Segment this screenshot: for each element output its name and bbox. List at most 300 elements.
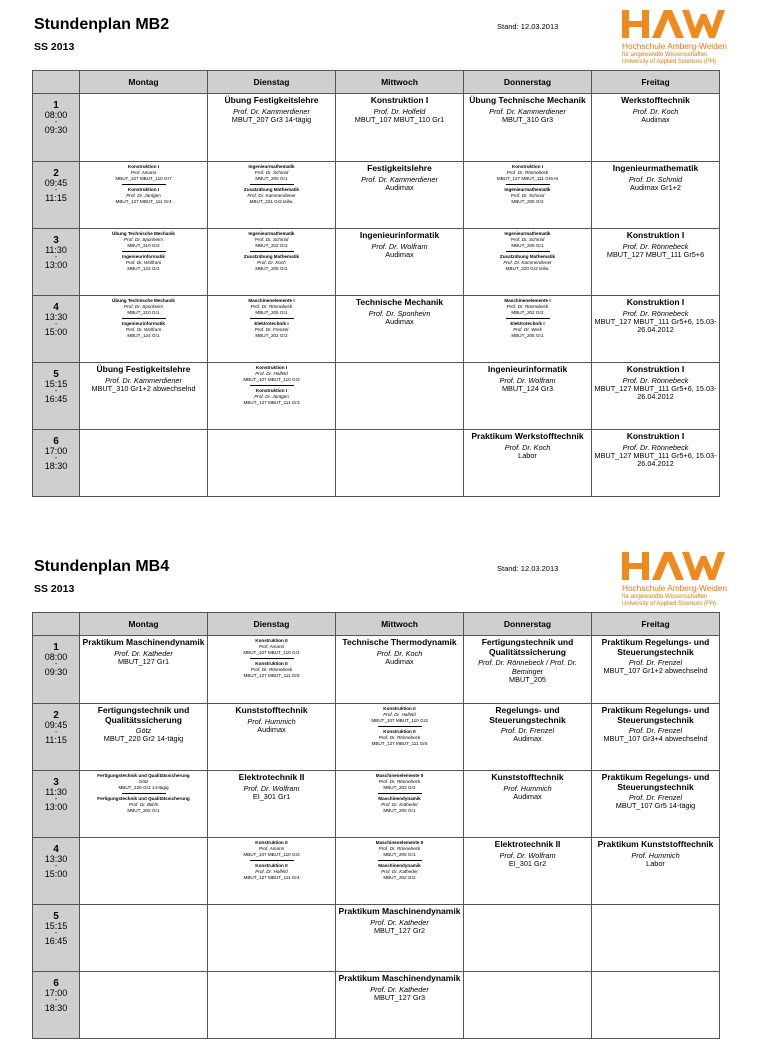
- course-lecturer: Prof. Dr. Koch: [504, 442, 551, 452]
- course-room: MBUT_124 Gr1: [127, 333, 160, 338]
- course-cell: [464, 905, 592, 972]
- entry-divider: [250, 385, 294, 386]
- course-name: Konstruktion I: [127, 164, 160, 169]
- course-room: MBUT_205 Gr1: [511, 243, 544, 248]
- course-name: Maschinenelemente II: [375, 840, 424, 845]
- course-name: Fertigungstechnik und Qualitätssicherung: [481, 637, 574, 657]
- course-room: MBUT_207 Gr3 14-tägig: [231, 114, 312, 124]
- course-cell: [464, 94, 592, 162]
- slot-number: 1: [53, 642, 59, 653]
- course-name: Regelungs- und Steuerungstechnik: [489, 705, 566, 725]
- slot-row: [33, 972, 720, 1039]
- course-lecturer: Prof. Dr. Sponheim: [124, 237, 163, 242]
- course-lecturer: Prof. Dr. Frenzel: [254, 327, 289, 332]
- logo-line-1: Hochschule Amberg-Weiden: [622, 583, 727, 593]
- slot-separator: -: [54, 863, 58, 870]
- course-lecturer: Prof. Dr. Rönnebeck: [622, 375, 689, 385]
- course-name: Fertigungstechnik und Qualitätssicherung: [97, 705, 190, 725]
- course-room: MBUT_124 Gr3: [501, 383, 554, 393]
- course-cell: [592, 94, 720, 162]
- course-cell: [592, 296, 720, 363]
- semester-label: SS 2013: [34, 583, 75, 595]
- course-cell: [208, 363, 336, 430]
- slot-separator: -: [54, 321, 58, 328]
- slot-row: [33, 162, 720, 229]
- course-name: Konstruktion II: [255, 661, 288, 666]
- slot-start: 13:30: [44, 312, 68, 322]
- course-room: MBUT_310 Gr1: [127, 310, 160, 315]
- course-name: Übung Technische Mechanik: [112, 298, 175, 303]
- course-room: MBUT_127 MBUT_111 Gr4: [115, 199, 172, 204]
- course-name: Übung Technische Mechanik: [469, 95, 586, 105]
- course-room: MBUT_107 MBUT_110 Gr3: [371, 718, 428, 723]
- slot-separator: -: [54, 119, 58, 126]
- course-cell: [208, 704, 336, 771]
- course-room: EI_301 Gr2: [508, 858, 547, 868]
- course-room: MBUT_205 Gr1: [383, 808, 416, 813]
- course-room: MBUT_202 Gr1: [127, 808, 160, 813]
- course-lecturer: Prof. Dr. Frenzel: [500, 726, 555, 735]
- course-name: Kunststofftechnik: [491, 772, 564, 782]
- slot-separator: -: [54, 455, 58, 462]
- course-cell: [464, 296, 592, 363]
- slot-separator: -: [54, 930, 58, 937]
- course-name: Übung Festigkeitslehre: [96, 364, 191, 374]
- day-header: Donnerstag: [464, 71, 592, 94]
- course-cell: [80, 363, 208, 430]
- slot-row: [33, 636, 720, 704]
- course-name: Konstruktion I: [370, 95, 429, 105]
- course-room: MBUT_127 Gr1: [117, 656, 170, 666]
- course-cell: [336, 704, 464, 771]
- course-lecturer: Prof. Dr. Wolfram: [499, 850, 556, 860]
- time-slot: [33, 636, 80, 704]
- course-lecturer: Prof. Dr. Rönnebeck: [506, 304, 549, 309]
- course-room: MBUT_107 MBUT_110 Gr7: [115, 176, 172, 181]
- course-cell: [336, 229, 464, 296]
- timetable: [32, 612, 720, 1039]
- slot-row: [33, 229, 720, 296]
- course-lecturer: Prof. Dr. Rönnebeck: [250, 304, 293, 309]
- course-lecturer: Prof. Dr. Sponheim: [124, 304, 163, 309]
- course-room: MBUT_107 MBUT_110 Gr1: [354, 114, 445, 124]
- course-cell: [592, 704, 720, 771]
- course-cell: [208, 636, 336, 704]
- header-row: [33, 71, 720, 94]
- page-title: Stundenplan MB2: [34, 16, 170, 33]
- day-header: Freitag: [592, 613, 720, 636]
- course-cell: [464, 972, 592, 1039]
- entry-divider: [506, 318, 550, 319]
- entry-divider: [378, 726, 422, 727]
- course-cell: [80, 636, 208, 704]
- course-room: MBUT_221 Gr2 teilw.: [249, 199, 294, 204]
- course-room: MBUT_107 Gr1+2 abwechselnd: [603, 666, 708, 675]
- logo-line-3: University of Applied Sciences (FH): [622, 601, 717, 607]
- course-lecturer: Prof. Dr. Wolfram: [371, 241, 428, 251]
- course-name: Praktikum Werkstofftechnik: [471, 431, 584, 441]
- course-lecturer: Prof. Dr. Rönnebeck: [622, 308, 689, 318]
- course-lecturer: Prof. Dr. Koch: [257, 260, 286, 265]
- course-cell: [464, 162, 592, 229]
- course-lecturer: Prof. Dr. Kammerdiener: [489, 106, 566, 116]
- course-room: Labor: [646, 858, 665, 868]
- course-room: MBUT_107 Gr5 14-tägig: [615, 801, 696, 810]
- slot-number: 6: [53, 978, 59, 989]
- course-name: Maschinenelemente II: [375, 773, 424, 778]
- course-room: MBUT_127 MBUT_111 Gr5+6, 15.03-26.04.2012: [594, 316, 717, 334]
- course-lecturer: Prof. Dr. Kammerdiener: [233, 106, 310, 116]
- slot-number: 4: [53, 844, 59, 855]
- slot-start: 13:30: [44, 854, 68, 864]
- course-name: Konstruktion I: [626, 230, 685, 240]
- course-cell: [592, 838, 720, 905]
- slot-end: 16:45: [44, 936, 68, 946]
- course-cell: [80, 905, 208, 972]
- course-lecturer: Prof. Dr. Wolfram: [125, 260, 162, 265]
- course-cell: [592, 771, 720, 838]
- course-name: Elektrotechnik II: [494, 839, 561, 849]
- course-cell: [592, 363, 720, 430]
- course-name: Praktikum Maschinendynamik: [338, 906, 461, 916]
- course-name: Maschinendynamik: [378, 796, 421, 801]
- time-slot: [33, 972, 80, 1039]
- course-room: Audimax: [385, 249, 414, 259]
- course-room: MBUT_202 Gr2: [255, 333, 288, 338]
- course-room: MBUT_127 MBUT_111 Gr5+6, 15.03-26.04.2012: [594, 383, 717, 401]
- course-cell: [592, 162, 720, 229]
- course-cell: [336, 905, 464, 972]
- course-name: Konstruktion I: [255, 388, 288, 393]
- course-name: Konstruktion I: [626, 431, 685, 441]
- semester-label: SS 2013: [34, 41, 75, 53]
- course-cell: [592, 430, 720, 497]
- course-room: MBUT_107 MBUT_110 Gr1: [243, 650, 300, 655]
- slot-number: 5: [53, 911, 59, 922]
- course-cell: [336, 363, 464, 430]
- slot-number: 2: [53, 710, 59, 721]
- course-lecturer: Prof. Dr. Wolfram: [125, 327, 162, 332]
- course-cell: [208, 296, 336, 363]
- time-slot: [33, 704, 80, 771]
- course-name: Ingenieurmathematik: [248, 231, 295, 236]
- course-cell: [80, 162, 208, 229]
- entry-divider: [122, 184, 166, 185]
- course-lecturer: Prof. Dr. Bilchi: [128, 802, 159, 807]
- course-cell: [80, 94, 208, 162]
- course-name: Konstruktion I: [511, 164, 544, 169]
- slot-row: [33, 838, 720, 905]
- course-name: Konstruktion II: [255, 638, 288, 643]
- entry-divider: [122, 251, 166, 252]
- course-name: Ingenieurmathematik: [612, 163, 699, 173]
- course-name: Konstruktion II: [255, 840, 288, 845]
- course-name: Ingenieurmathematik: [504, 231, 551, 236]
- course-name: Ingenieurinformatik: [122, 321, 165, 326]
- course-cell: [336, 838, 464, 905]
- logo-line-2: für angewandte Wissenschaften: [622, 52, 708, 58]
- time-slot: [33, 905, 80, 972]
- course-room: Audimax: [513, 734, 542, 743]
- course-lecturer: Prof. Dr. Holfeld: [255, 869, 288, 874]
- course-lecturer: Prof. Amann: [258, 644, 285, 649]
- course-room: MBUT_205 Gr1: [511, 333, 544, 338]
- course-lecturer: Prof. Dr. Rönnebeck: [506, 170, 549, 175]
- course-cell: [80, 430, 208, 497]
- course-lecturer: Prof. Dr. Katheder: [370, 917, 429, 927]
- course-cell: [464, 704, 592, 771]
- entry-divider: [250, 184, 294, 185]
- course-name: Praktikum Regelungs- und Steuerungstechnik: [601, 637, 710, 657]
- course-cell: [336, 430, 464, 497]
- course-cell: [208, 905, 336, 972]
- course-name: Zusatzübung Mathematik: [499, 254, 556, 259]
- course-room: MBUT_205 Gr1: [255, 310, 288, 315]
- logo-line-1: Hochschule Amberg-Weiden: [622, 41, 727, 51]
- course-name: Elektrotechnik I: [510, 321, 545, 326]
- course-name: Ingenieurinformatik: [487, 364, 568, 374]
- course-name: Konstruktion II: [383, 729, 416, 734]
- course-room: MBUT_127 MBUT_111 Gr3: [243, 400, 300, 405]
- course-name: Konstruktion I: [626, 364, 685, 374]
- course-name: Werkstofftechnik: [621, 95, 690, 105]
- course-lecturer: Prof. Dr. Wolfram: [499, 375, 556, 385]
- course-room: MBUT_310 Gr1+2 abwechselnd: [91, 383, 196, 393]
- course-lecturer: Prof. Dr. Katheder: [381, 802, 418, 807]
- course-lecturer: Prof. Dr. Jüntgen: [254, 394, 289, 399]
- course-lecturer: Prof. Dr. Rönnebeck: [378, 735, 421, 740]
- time-slot: [33, 771, 80, 838]
- course-cell: [464, 636, 592, 704]
- course-name: Zusatzübung Mathematik: [243, 187, 300, 192]
- header-corner: [33, 71, 80, 94]
- course-name: Maschinenelemente I: [248, 298, 295, 303]
- slot-number: 1: [53, 100, 59, 111]
- course-lecturer: Prof. Dr. Rönnebeck: [622, 442, 689, 452]
- course-name: Konstruktion I: [127, 187, 160, 192]
- course-room: MBUT_220 Gr2 teilw.: [505, 266, 550, 271]
- slot-number: 4: [53, 302, 59, 313]
- course-name: Praktikum Regelungs- und Steuerungstechnik: [601, 705, 710, 725]
- course-name: Elektrotechnik II: [238, 772, 305, 782]
- course-room: MBUT_202 Gr2: [255, 243, 288, 248]
- haw-logo: [620, 550, 730, 610]
- haw-wordmark-icon: [620, 8, 728, 40]
- slot-end: 11:15: [45, 193, 67, 203]
- course-room: Audimax Gr1+2: [630, 182, 681, 192]
- day-header: Dienstag: [208, 613, 336, 636]
- course-lecturer: Prof. Dr. Koch: [376, 648, 423, 658]
- header-corner: [33, 613, 80, 636]
- slot-number: 3: [53, 235, 59, 246]
- day-header: Mittwoch: [336, 71, 464, 94]
- course-lecturer: Prof. Dr. Katheder: [381, 869, 418, 874]
- course-name: Praktikum Maschinendynamik: [82, 637, 205, 647]
- course-lecturer: Prof. Dr. Rönnebeck / Prof. Dr. Beminger: [478, 658, 577, 676]
- slot-end: 18:30: [44, 1003, 68, 1013]
- page-title: Stundenplan MB4: [34, 558, 170, 575]
- course-lecturer: Prof. Dr. Kammerdiener: [503, 260, 552, 265]
- course-lecturer: Prof. Dr. Sponheim: [368, 308, 431, 318]
- course-room: MBUT_127 MBUT_111 Gr5+6, 15.03-26.04.2012: [594, 450, 717, 468]
- day-header: Montag: [80, 613, 208, 636]
- slot-start: 09:45: [44, 720, 68, 730]
- course-lecturer: Prof. Dr. Holfeld: [383, 712, 416, 717]
- day-header: Donnerstag: [464, 613, 592, 636]
- course-cell: [208, 838, 336, 905]
- course-cell: [464, 771, 592, 838]
- slot-separator: -: [54, 661, 58, 668]
- logo-line-3: University of Applied Sciences (FH): [622, 59, 717, 65]
- slot-start: 15:15: [44, 921, 68, 931]
- course-cell: [80, 838, 208, 905]
- course-lecturer: Prof. Dr. Holfeld: [373, 106, 426, 116]
- course-cell: [80, 972, 208, 1039]
- slot-end: 18:30: [44, 461, 68, 471]
- course-name: Praktikum Regelungs- und Steuerungstechnik: [601, 772, 710, 792]
- stand-date: Stand: 12.03.2013: [497, 564, 559, 573]
- course-lecturer: Prof. Dr. Rönnebeck: [378, 779, 421, 784]
- slot-row: [33, 363, 720, 430]
- course-cell: [208, 162, 336, 229]
- entry-divider: [122, 318, 166, 319]
- course-name: Maschinendynamik: [378, 863, 421, 868]
- time-slot: [33, 94, 80, 162]
- course-name: Festigkeitslehre: [367, 163, 432, 173]
- course-room: MBUT_107 MBUT_110 Gr2: [243, 377, 300, 382]
- course-lecturer: Prof. Hummich: [631, 850, 680, 860]
- time-slot: [33, 363, 80, 430]
- course-cell: [336, 636, 464, 704]
- entry-divider: [250, 251, 294, 252]
- slot-number: 5: [53, 369, 59, 380]
- slot-number: 3: [53, 777, 59, 788]
- course-lecturer: Prof. Dr. Kammerdiener: [361, 174, 438, 184]
- course-room: MBUT_220 Gr2 14-tägig: [118, 785, 169, 790]
- course-lecturer: Prof. Dr. Schmid: [510, 237, 545, 242]
- slot-separator: -: [54, 388, 58, 395]
- time-slot: [33, 296, 80, 363]
- course-cell: [592, 972, 720, 1039]
- entry-divider: [250, 318, 294, 319]
- course-room: MBUT_205 Gr2: [511, 199, 544, 204]
- course-cell: [336, 771, 464, 838]
- entry-divider: [378, 860, 422, 861]
- course-cell: [208, 771, 336, 838]
- slot-end: 11:15: [45, 735, 67, 745]
- course-lecturer: Prof. Dr. Rönnebeck: [622, 241, 689, 251]
- course-cell: [336, 162, 464, 229]
- course-room: MBUT_127 Gr3: [373, 992, 426, 1002]
- course-room: MBUT_202 Gr2: [383, 785, 416, 790]
- course-room: MBUT_127 Gr2: [373, 925, 426, 935]
- course-lecturer: Götz: [138, 779, 149, 784]
- course-room: MBUT_127 MBUT_111 Gr5+6: [606, 249, 705, 259]
- slot-end: 09:30: [44, 125, 68, 135]
- course-room: EI_301 Gr1: [252, 791, 291, 801]
- course-name: Kunststofftechnik: [235, 705, 308, 715]
- course-room: Audimax: [385, 656, 414, 666]
- course-lecturer: Prof. Dr. Katheder: [370, 984, 429, 994]
- course-cell: [336, 296, 464, 363]
- course-cell: [80, 229, 208, 296]
- slot-end: 13:00: [44, 802, 68, 812]
- slot-separator: -: [54, 187, 58, 194]
- course-name: Maschinenelemente I: [504, 298, 551, 303]
- entry-divider: [250, 658, 294, 659]
- course-lecturer: Prof. Dr. Rönnebeck: [250, 667, 293, 672]
- timetable: [32, 70, 720, 497]
- course-room: MBUT_310 Gr3: [501, 114, 554, 124]
- course-cell: [208, 94, 336, 162]
- course-name: Praktikum Kunststofftechnik: [597, 839, 714, 849]
- course-name: Konstruktion II: [383, 706, 416, 711]
- slot-separator: -: [54, 729, 58, 736]
- slot-row: [33, 430, 720, 497]
- slot-start: 11:30: [45, 787, 67, 797]
- course-name: Konstruktion II: [255, 863, 288, 868]
- entry-divider: [506, 251, 550, 252]
- course-lecturer: Prof. Dr. Koch: [632, 106, 679, 116]
- course-lecturer: Prof. Dr. Werk: [513, 327, 542, 332]
- day-header: Freitag: [592, 71, 720, 94]
- time-slot: [33, 229, 80, 296]
- course-room: Audimax: [513, 791, 542, 801]
- course-room: MBUT_205 Gr1: [255, 176, 288, 181]
- course-lecturer: Prof. Dr. Kammerdiener: [105, 375, 182, 385]
- time-slot: [33, 162, 80, 229]
- stand-date: Stand: 12.03.2013: [497, 22, 559, 31]
- course-room: MBUT_310 Gr2: [127, 243, 160, 248]
- course-name: Ingenieurinformatik: [359, 230, 440, 240]
- course-room: Audimax: [257, 724, 286, 734]
- slot-start: 08:00: [44, 110, 68, 120]
- course-cell: [592, 905, 720, 972]
- course-cell: [464, 229, 592, 296]
- entry-divider: [250, 860, 294, 861]
- time-slot: [33, 430, 80, 497]
- course-room: MBUT_127 MBUT_111 Gr5: [243, 673, 300, 678]
- course-lecturer: Prof. Dr. Jüntgen: [126, 193, 161, 198]
- course-cell: [592, 229, 720, 296]
- slot-separator: -: [54, 254, 58, 261]
- course-name: Ingenieurmathematik: [248, 164, 295, 169]
- course-cell: [336, 94, 464, 162]
- course-name: Übung Festigkeitslehre: [224, 95, 319, 105]
- course-lecturer: Prof. Dr. Frenzel: [628, 658, 683, 667]
- slot-start: 08:00: [44, 652, 68, 662]
- course-lecturer: Prof. Dr. Frenzel: [628, 793, 683, 802]
- course-name: Ingenieurinformatik: [122, 254, 165, 259]
- course-lecturer: Prof. Dr. Schmid: [510, 193, 545, 198]
- course-name: Fertigungstechnik und Qualitätssicherung: [97, 773, 190, 778]
- course-cell: [80, 771, 208, 838]
- course-name: Ingenieurmathematik: [504, 187, 551, 192]
- course-lecturer: Prof. Hummich: [503, 783, 552, 793]
- course-lecturer: Prof. Dr. Schmid: [254, 237, 289, 242]
- slot-row: [33, 771, 720, 838]
- course-name: Übung Technische Mechanik: [112, 231, 175, 236]
- course-name: Technische Mechanik: [355, 297, 444, 307]
- slot-start: 15:15: [44, 379, 68, 389]
- course-cell: [208, 430, 336, 497]
- course-room: MBUT_202 Gr2: [383, 875, 416, 880]
- slot-number: 2: [53, 168, 59, 179]
- course-cell: [208, 972, 336, 1039]
- entry-divider: [122, 793, 166, 794]
- course-cell: [464, 363, 592, 430]
- course-name: Fertigungstechnik und Qualitätssicherung: [97, 796, 190, 801]
